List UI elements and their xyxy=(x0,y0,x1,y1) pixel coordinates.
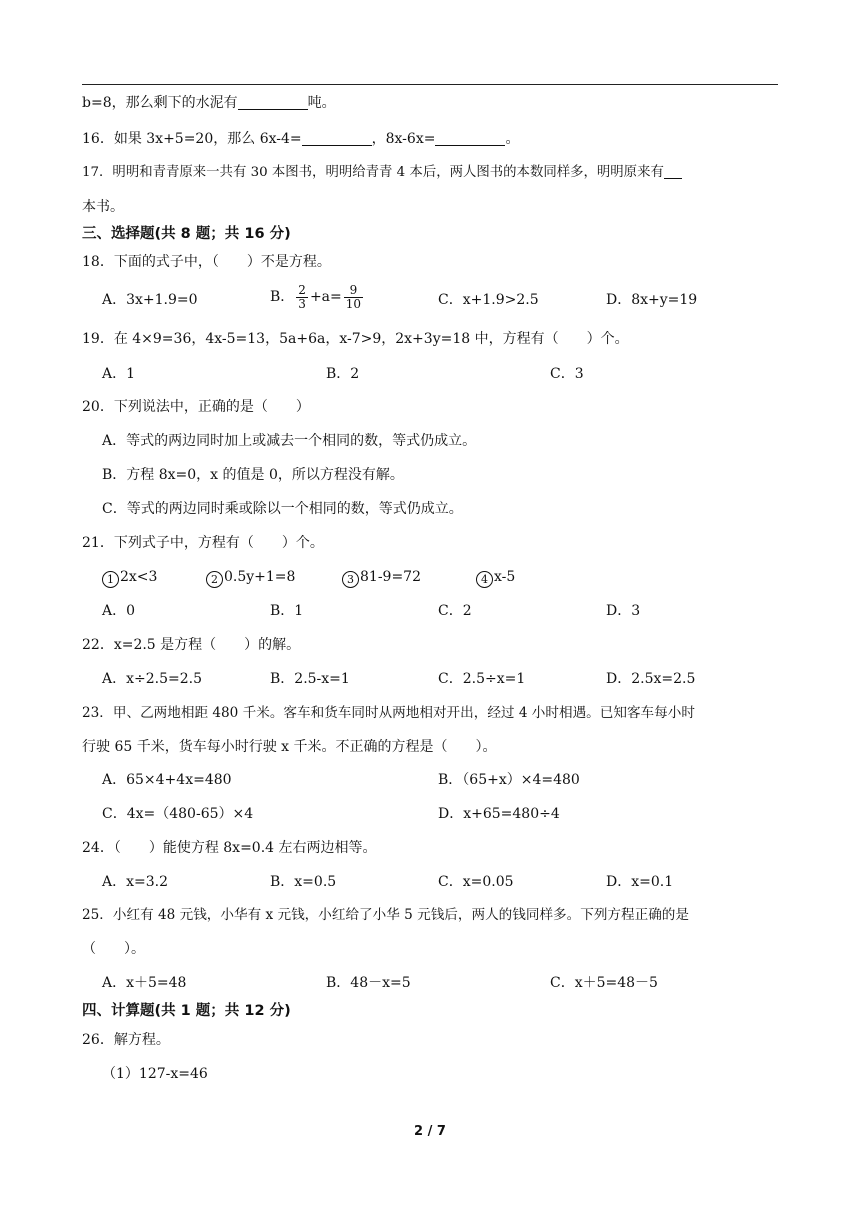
circled-number-2: 2 xyxy=(206,571,223,588)
answer-blank[interactable] xyxy=(238,95,308,110)
question-21-stem: 21．下列式子中，方程有（ ）个。 xyxy=(82,535,324,551)
q21-option-d[interactable]: D．3 xyxy=(606,603,641,619)
q24-option-a[interactable]: A．x=3.2 xyxy=(102,874,169,890)
q21-option-a[interactable]: A．0 xyxy=(102,603,136,619)
q21-option-c[interactable]: C．2 xyxy=(438,603,472,619)
q18-option-b[interactable]: B． $\frac{2}{3}$ +a= $\frac{9}{10}$ xyxy=(270,282,362,311)
q19-option-a[interactable]: A．1 xyxy=(102,366,136,382)
question-17-line2: 本书。 xyxy=(82,199,124,215)
q26-item-1: （1）127-x=46 xyxy=(102,1066,208,1082)
q21-item-3: 3 81-9=72 xyxy=(342,567,421,588)
question-20-stem: 20．下列说法中，正确的是（ ） xyxy=(82,399,310,415)
q20-option-c[interactable]: C．等式的两边同时乘或除以一个相同的数，等式仍成立。 xyxy=(102,501,463,517)
answer-blank[interactable] xyxy=(664,164,682,179)
q21-item-4: 4 x-5 xyxy=(476,567,515,588)
fraction: $\frac{9}{10}$ xyxy=(345,282,362,311)
q24-option-b[interactable]: B．x=0.5 xyxy=(270,874,337,890)
question-17-line1: 17．明明和青青原来一共有 30 本图书，明明给青青 4 本后，两人图书的本数同样多，明明原来有 xyxy=(82,163,682,183)
q18-option-a[interactable]: A．3x+1.9=0 xyxy=(102,292,198,308)
answer-blank[interactable] xyxy=(302,131,372,146)
question-23-line1: 23．甲、乙两地相距 480 千米。客车和货车同时从两地相对开出，经过 4 小时相遇。已知客车每小时 xyxy=(82,705,695,721)
q25-option-a[interactable]: A．x＋5=48 xyxy=(102,975,187,991)
q22-option-d[interactable]: D．2.5x=2.5 xyxy=(606,671,696,687)
question-23-line2: 行驶 65 千米，货车每小时行驶 x 千米。不正确的方程是（ ）。 xyxy=(82,739,497,755)
question-25-line2: （ ）。 xyxy=(82,941,145,957)
q25-option-c[interactable]: C．x＋5=48－5 xyxy=(550,975,658,991)
q20-option-a[interactable]: A．等式的两边同时加上或减去一个相同的数，等式仍成立。 xyxy=(102,433,477,449)
question-26-stem: 26．解方程。 xyxy=(82,1032,170,1048)
q23-option-c[interactable]: C．4x=（480-65）×4 xyxy=(102,806,254,822)
circled-number-4: 4 xyxy=(476,571,493,588)
q23-option-b[interactable]: B．（65+x）×4=480 xyxy=(438,772,580,788)
circled-number-3: 3 xyxy=(342,571,359,588)
q20-option-b[interactable]: B．方程 8x=0，x 的值是 0，所以方程没有解。 xyxy=(102,467,404,483)
q25-option-b[interactable]: B．48－x=5 xyxy=(326,975,411,991)
q23-option-d[interactable]: D．x+65=480÷4 xyxy=(438,806,560,822)
fraction: $\frac{2}{3}$ xyxy=(298,282,306,311)
q22-option-a[interactable]: A．x÷2.5=2.5 xyxy=(102,671,202,687)
header-rule xyxy=(82,84,778,85)
q19-option-c[interactable]: C．3 xyxy=(550,366,584,382)
q24-option-d[interactable]: D．x=0.1 xyxy=(606,874,674,890)
q24-option-c[interactable]: C．x=0.05 xyxy=(438,874,514,890)
q21-option-b[interactable]: B．1 xyxy=(270,603,304,619)
q23-option-a[interactable]: A．65×4+4x=480 xyxy=(102,772,232,788)
q18-option-d[interactable]: D．8x+y=19 xyxy=(606,292,698,308)
page-number: 2 / 7 xyxy=(414,1124,446,1139)
question-25-line1: 25．小红有 48 元钱，小华有 x 元钱，小红给了小华 5 元钱后，两人的钱同样多。下列方程正确的是 xyxy=(82,907,689,923)
circled-number-1: 1 xyxy=(102,571,119,588)
section-4-heading: 四、计算题(共 1 题；共 12 分) xyxy=(82,1003,291,1019)
answer-blank[interactable] xyxy=(435,131,505,146)
q22-option-c[interactable]: C．2.5÷x=1 xyxy=(438,671,526,687)
question-24-stem: 24．（ ）能使方程 8x=0.4 左右两边相等。 xyxy=(82,840,377,856)
q21-item-2: 2 0.5y+1=8 xyxy=(206,567,295,588)
q18-option-c[interactable]: C．x+1.9>2.5 xyxy=(438,292,539,308)
question-19-stem: 19．在 4×9=36，4x-5=13，5a+6a，x-7>9，2x+3y=18 中，方程有（ ）个。 xyxy=(82,331,629,347)
question-22-stem: 22．x=2.5 是方程（ ）的解。 xyxy=(82,637,301,653)
question-15-tail: b=8，那么剩下的水泥有 吨。 xyxy=(82,95,336,111)
q19-option-b[interactable]: B．2 xyxy=(326,366,360,382)
q21-item-1: 1 2x<3 xyxy=(102,567,157,588)
question-18-stem: 18．下面的式子中，（ ）不是方程。 xyxy=(82,254,331,270)
section-3-heading: 三、选择题(共 8 题；共 16 分) xyxy=(82,226,291,242)
question-16: 16．如果 3x+5=20，那么 6x-4= ，8x-6x= 。 xyxy=(82,131,520,147)
q22-option-b[interactable]: B．2.5-x=1 xyxy=(270,671,350,687)
